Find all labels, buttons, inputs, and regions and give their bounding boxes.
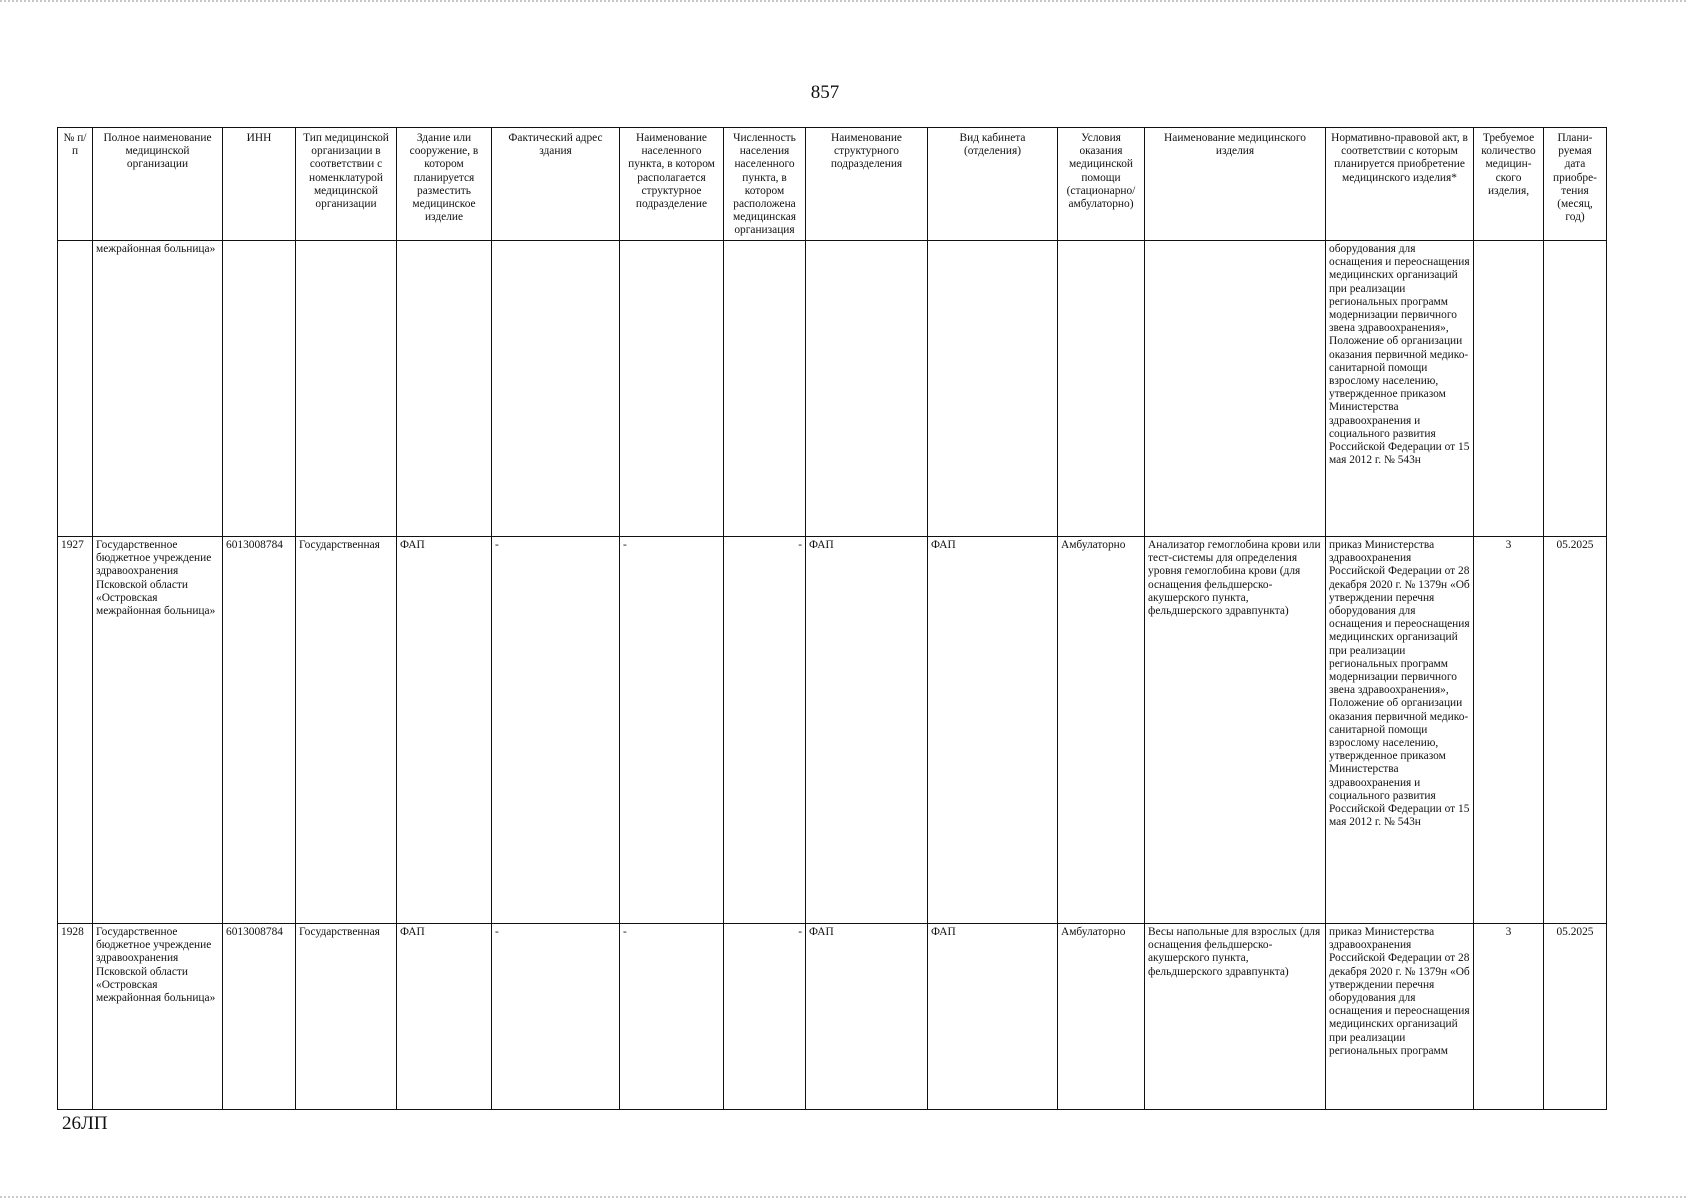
row-number-cell: 1928 <box>58 924 93 1110</box>
page-number: 857 <box>810 82 840 103</box>
header-cell: Полное наименование медицинской организации <box>93 128 223 241</box>
building-cell: ФАП <box>397 924 492 1110</box>
header-cell: Плани-руемая дата приобре-тения (месяц, год) <box>1544 128 1607 241</box>
header-cell: Тип медицинской организации в соответствии с номенклатурой медицинской организации <box>296 128 397 241</box>
header-cell: Условия оказания медицинской помощи (стационарно/ амбулаторно) <box>1058 128 1145 241</box>
header-cell: Здание или сооружение, в котором планируется разместить медицинское изделие <box>397 128 492 241</box>
legal-act-cell: оборудования для оснащения и переоснащения медицинских организаций при реализации региональных программ модернизации первичного звена здравоохранения», Положение об организации оказания первичной медико-санитарной помощи взрослому населению, утвержденное приказом Министерства здравоохранения и социального развития Российской Федерации от 15 мая 2012 г. № 543н <box>1326 241 1474 537</box>
org-name-cell: Государственное бюджетное учреждение здравоохранения Псковской области «Островская межрайонная больница» <box>93 924 223 1110</box>
org-name-cell: Государственное бюджетное учреждение здравоохранения Псковской области «Островская межрайонная больница» <box>93 537 223 924</box>
org-type-cell: Государственная <box>296 537 397 924</box>
header-cell: Наименование структурного подразделения <box>806 128 928 241</box>
header-cell: Наименование населенного пункта, в котором располагается структурное подразделение <box>620 128 724 241</box>
unit-cell: ФАП <box>806 924 928 1110</box>
footer-code: 26ЛП <box>62 1113 108 1134</box>
header-cell: Вид кабинета (отделения) <box>928 128 1058 241</box>
header-cell: ИНН <box>223 128 296 241</box>
device-name-cell: Весы напольные для взрослых (для оснащения фельдшерско-акушерского пункта, фельдшерского здравпункта) <box>1145 924 1326 1110</box>
purchase-date-cell: 05.2025 <box>1544 924 1607 1110</box>
locality-cell: - <box>620 537 724 924</box>
table-header-row <box>58 128 1607 241</box>
cabinet-cell: ФАП <box>928 537 1058 924</box>
header-cell: Фактический адрес здания <box>492 128 620 241</box>
org-name-cell: межрайонная больница» <box>93 241 223 537</box>
device-name-cell: Анализатор гемоглобина крови или тест-системы для определения уровня гемоглобина крови (для оснащения фельдшерско-акушерского пункта, фельдшерского здравпункта) <box>1145 537 1326 924</box>
header-cell: Наименование медицинского изделия <box>1145 128 1326 241</box>
row-number-cell: 1927 <box>58 537 93 924</box>
purchase-date-cell: 05.2025 <box>1544 537 1607 924</box>
building-cell: ФАП <box>397 537 492 924</box>
header-cell: № п/п <box>58 128 93 241</box>
inn-cell: 6013008784 <box>223 924 296 1110</box>
header-cell: Численность населения населенного пункта, в котором расположена медицинская организация <box>724 128 806 241</box>
quantity-cell: 3 <box>1474 537 1544 924</box>
cabinet-cell: ФАП <box>928 924 1058 1110</box>
legal-act-cell: приказ Министерства здравоохранения Российской Федерации от 28 декабря 2020 г. № 1379н «Об утверждении перечня оборудования для оснащения и переоснащения медицинских организаций при реализации региональных программ <box>1326 924 1474 1110</box>
conditions-cell: Амбулаторно <box>1058 537 1145 924</box>
population-cell: - <box>724 537 806 924</box>
address-cell: - <box>492 537 620 924</box>
conditions-cell: Амбулаторно <box>1058 924 1145 1110</box>
quantity-cell: 3 <box>1474 924 1544 1110</box>
inn-cell: 6013008784 <box>223 537 296 924</box>
scan-edge-bottom <box>0 1191 1686 1198</box>
table-row-continuation <box>58 241 1607 537</box>
population-cell: - <box>724 924 806 1110</box>
legal-act-cell: приказ Министерства здравоохранения Российской Федерации от 28 декабря 2020 г. № 1379н «Об утверждении перечня оборудования для оснащения и переоснащения медицинских организаций при реализации региональных программ модернизации первичного звена здравоохранения», Положение об организации оказания первичной медико-санитарной помощи взрослому населению, утвержденное приказом Министерства здравоохранения и социального развития Российской Федерации от 15 мая 2012 г. № 543н <box>1326 537 1474 924</box>
address-cell: - <box>492 924 620 1110</box>
unit-cell: ФАП <box>806 537 928 924</box>
table-row <box>58 924 1607 1110</box>
header-cell: Нормативно-правовой акт, в соответствии с которым планируется приобретение медицинского изделия* <box>1326 128 1474 241</box>
locality-cell: - <box>620 924 724 1110</box>
scan-edge-top <box>0 0 1686 8</box>
org-type-cell: Государственная <box>296 924 397 1110</box>
equipment-table <box>57 127 1607 1110</box>
table-row <box>58 537 1607 924</box>
header-cell: Требуемое количество медицин-ского изделия, <box>1474 128 1544 241</box>
